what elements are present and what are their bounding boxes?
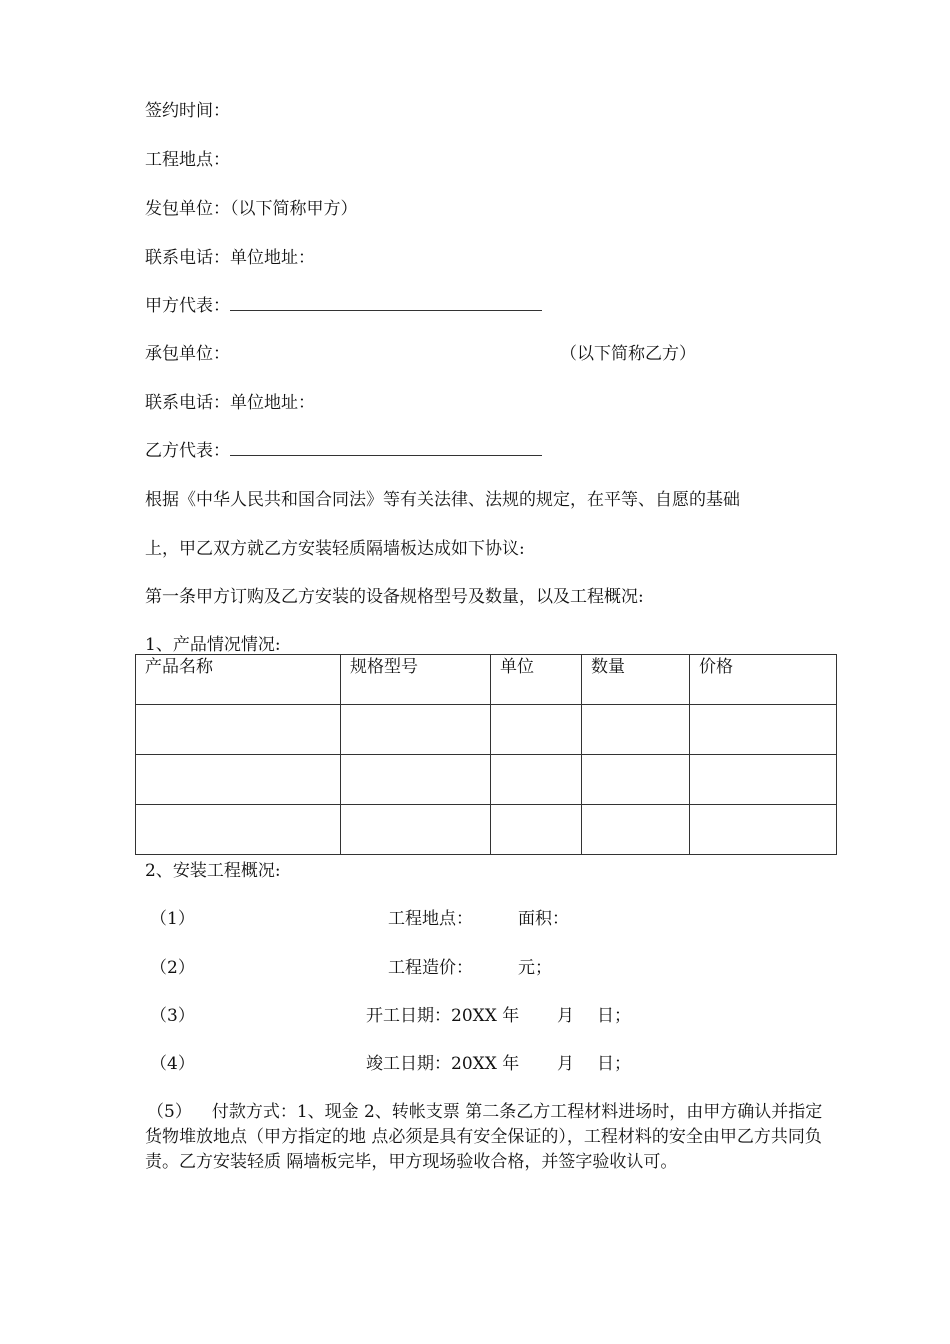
item-5-paragraph bbox=[145, 1100, 838, 1175]
contractor-label: 承包单位： bbox=[145, 344, 230, 364]
table-cell bbox=[582, 705, 690, 755]
table-cell bbox=[136, 705, 341, 755]
table-row bbox=[136, 705, 837, 755]
party-a-rep-blank bbox=[230, 296, 542, 311]
column-header: 单位 bbox=[491, 655, 582, 705]
intro-line-2: 上，甲乙双方就乙方安装轻质隔墙板达成如下协议: bbox=[145, 539, 525, 559]
table-cell bbox=[690, 805, 837, 855]
item-3-day: 日； bbox=[597, 1006, 631, 1026]
contractor-contact-label: 联系电话：单位地址： bbox=[145, 393, 315, 413]
item-4-label: 竣工日期：20XX 年 bbox=[366, 1054, 520, 1074]
product-section-heading: 1、产品情况情况: bbox=[145, 635, 281, 655]
contractor-field bbox=[145, 343, 230, 365]
install-section-heading: 2、安装工程概况: bbox=[145, 861, 281, 881]
table-cell bbox=[136, 755, 341, 805]
project-location-label: 工程地点： bbox=[145, 150, 230, 170]
table-cell bbox=[491, 805, 582, 855]
employer-label: 发包单位：（以下简称甲方） bbox=[145, 199, 358, 219]
item-1-label: 工程地点： bbox=[388, 909, 473, 929]
table-header-row bbox=[136, 655, 837, 705]
item-2-number: （2） bbox=[150, 958, 195, 978]
table-cell bbox=[582, 755, 690, 805]
sign-time-label: 签约时间： bbox=[145, 101, 230, 121]
contractor-alias: （以下简称乙方） bbox=[560, 344, 696, 364]
employer-contact-field bbox=[145, 247, 315, 269]
party-a-rep-label: 甲方代表： bbox=[145, 296, 230, 316]
item-1-extra: 面积： bbox=[518, 909, 569, 929]
table-cell bbox=[582, 805, 690, 855]
item-5-number: （5） bbox=[147, 1102, 192, 1122]
employer-contact-label: 联系电话：单位地址： bbox=[145, 248, 315, 268]
item-3-month: 月 bbox=[557, 1006, 574, 1026]
item-5-text: 付款方式：1、现金 2、转帐支票 第二条乙方工程材料进场时，由甲方确认并指定货物堆放地点（甲方指定的地 点必须是具有安全保证的），工程材料的安全由甲乙方共同负责。乙方安装轻质 隔墙板完毕，甲方现场验收合格，并签字验收认可。 bbox=[145, 1102, 823, 1172]
item-2-label: 工程造价： bbox=[388, 958, 473, 978]
item-3-number: （3） bbox=[150, 1006, 195, 1026]
party-a-rep-field bbox=[145, 295, 542, 317]
party-b-rep-blank bbox=[230, 441, 542, 456]
table-cell bbox=[690, 755, 837, 805]
table-cell bbox=[136, 805, 341, 855]
product-table bbox=[135, 654, 837, 855]
project-location-field bbox=[145, 149, 230, 171]
table-cell bbox=[690, 705, 837, 755]
intro-line-1: 根据《中华人民共和国合同法》等有关法律、法规的规定，在平等、自愿的基础 bbox=[145, 490, 740, 510]
table-row bbox=[136, 805, 837, 855]
table-cell bbox=[491, 705, 582, 755]
table-cell bbox=[341, 755, 491, 805]
table-cell bbox=[341, 805, 491, 855]
item-4-day: 日； bbox=[597, 1054, 631, 1074]
party-b-rep-label: 乙方代表： bbox=[145, 441, 230, 461]
employer-field bbox=[145, 198, 358, 220]
table-cell bbox=[491, 755, 582, 805]
contractor-contact-field bbox=[145, 392, 315, 414]
column-header: 价格 bbox=[690, 655, 837, 705]
sign-time-field bbox=[145, 100, 230, 122]
article-1-heading: 第一条甲方订购及乙方安装的设备规格型号及数量，以及工程概况: bbox=[145, 587, 644, 607]
party-b-rep-field bbox=[145, 440, 542, 462]
item-3-label: 开工日期：20XX 年 bbox=[366, 1006, 520, 1026]
column-header: 数量 bbox=[582, 655, 690, 705]
table-row bbox=[136, 755, 837, 805]
column-header: 产品名称 bbox=[136, 655, 341, 705]
item-4-number: （4） bbox=[150, 1054, 195, 1074]
item-2-extra: 元； bbox=[518, 958, 552, 978]
column-header: 规格型号 bbox=[341, 655, 491, 705]
table-cell bbox=[341, 705, 491, 755]
item-1-number: （1） bbox=[150, 909, 195, 929]
item-4-month: 月 bbox=[557, 1054, 574, 1074]
